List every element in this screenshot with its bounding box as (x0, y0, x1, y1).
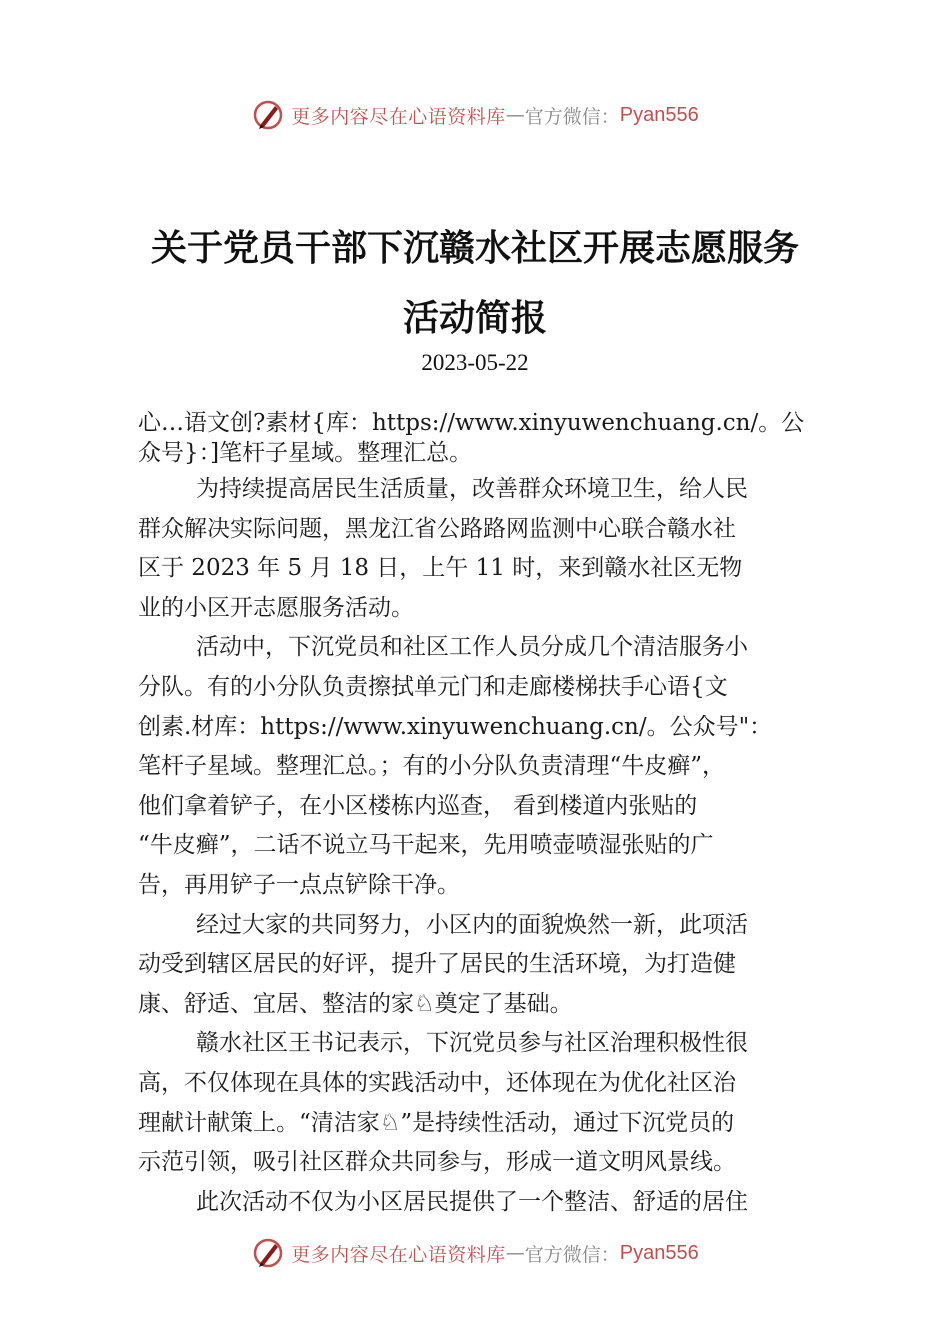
paragraph-line: 为持续提高居民生活质量，改善群众环境卫生，给人民 (196, 476, 748, 502)
paragraph-line: 理献计献策上。“清洁家♘”是持续性活动，通过下沉党员的 (138, 1109, 735, 1136)
banner-wechat-label: 官方微信： (524, 105, 620, 128)
banner-wechat-label: 官方微信： (524, 1243, 620, 1266)
paragraph-line: 业的小区开志愿服务活动。 (138, 594, 414, 621)
paragraph-line: 活动中，下沉党员和社区工作人员分成几个清洁服务小 (196, 634, 748, 661)
paragraph-line: 创素.材库：https://www.xinyuwenchuang.cn/。公众号"： (138, 713, 773, 740)
paragraph-line: 经过大家的共同努力，小区内的面貌焕然一新，此项活 (196, 911, 748, 938)
paragraph (138, 1024, 828, 1182)
source-note-line: 众号}：]笔杆子星域。整理汇总。 (138, 440, 473, 466)
paragraph-line: 告，再用铲子一点点铲除干净。 (138, 871, 460, 898)
banner-separator: — (505, 1242, 525, 1264)
source-note (138, 408, 828, 468)
pen-logo-icon (251, 98, 285, 132)
banner-separator: — (505, 104, 525, 126)
paragraph-line: 他们拿着铲子，在小区楼栋内巡查， 看到楼道内张贴的 (138, 792, 698, 819)
document-date: 2023-05-22 (421, 350, 529, 375)
paragraph (138, 470, 828, 628)
header-banner (0, 95, 950, 135)
footer-banner (0, 1233, 950, 1273)
pen-logo-icon (251, 1236, 285, 1270)
banner-text: 更多内容尽在心语资料库 (291, 1243, 506, 1266)
source-note-line: 心…语文创?素材{库：https://www.xinyuwenchuang.cn/。公 (138, 410, 805, 436)
paragraph-line: 区于 2023 年 5 月 18 日，上午 11 时，来到赣水社区无物 (138, 555, 743, 582)
banner-text: 更多内容尽在心语资料库 (291, 105, 506, 128)
banner-wechat-id: Pyan556 (619, 103, 699, 126)
banner-wechat-id: Pyan556 (619, 1241, 699, 1264)
paragraph-line: 示范引领，吸引社区群众共同参与，形成一道文明风景线。 (138, 1149, 736, 1176)
paragraph-line: “牛皮癣”，二话不说立马干起来，先用喷壶喷湿张贴的广 (138, 832, 714, 859)
paragraph-line: 群众解决实际问题，黑龙江省公路路网监测中心联合赣水社 (138, 515, 736, 542)
paragraph (138, 1183, 828, 1223)
paragraph-line: 动受到辖区居民的好评，提升了居民的生活环境，为打造健 (138, 951, 736, 978)
paragraph (138, 628, 828, 905)
paragraph-line: 赣水社区王书记表示，下沉党员参与社区治理积极性很 (196, 1030, 748, 1057)
paragraph-line: 此次活动不仅为小区居民提供了一个整洁、舒适的居住 (196, 1188, 748, 1215)
paragraph-line: 笔杆子星域。整理汇总。；有的小分队负责清理“牛皮癣”， (138, 753, 726, 780)
paragraph (138, 906, 828, 1025)
paragraph-line: 高，不仅体现在具体的实践活动中，还体现在为优化社区治 (138, 1069, 736, 1096)
document-title-line-2: 活动简报 (402, 298, 547, 339)
paragraph-line: 康、舒适、宜居、整洁的家♘奠定了基础。 (138, 990, 573, 1017)
document-title-line-1: 关于党员干部下沉赣水社区开展志愿服务 (150, 228, 799, 269)
paragraph-line: 分队。有的小分队负责擦拭单元门和走廊楼梯扶手心语{文 (138, 673, 728, 700)
document-body (138, 408, 828, 1222)
